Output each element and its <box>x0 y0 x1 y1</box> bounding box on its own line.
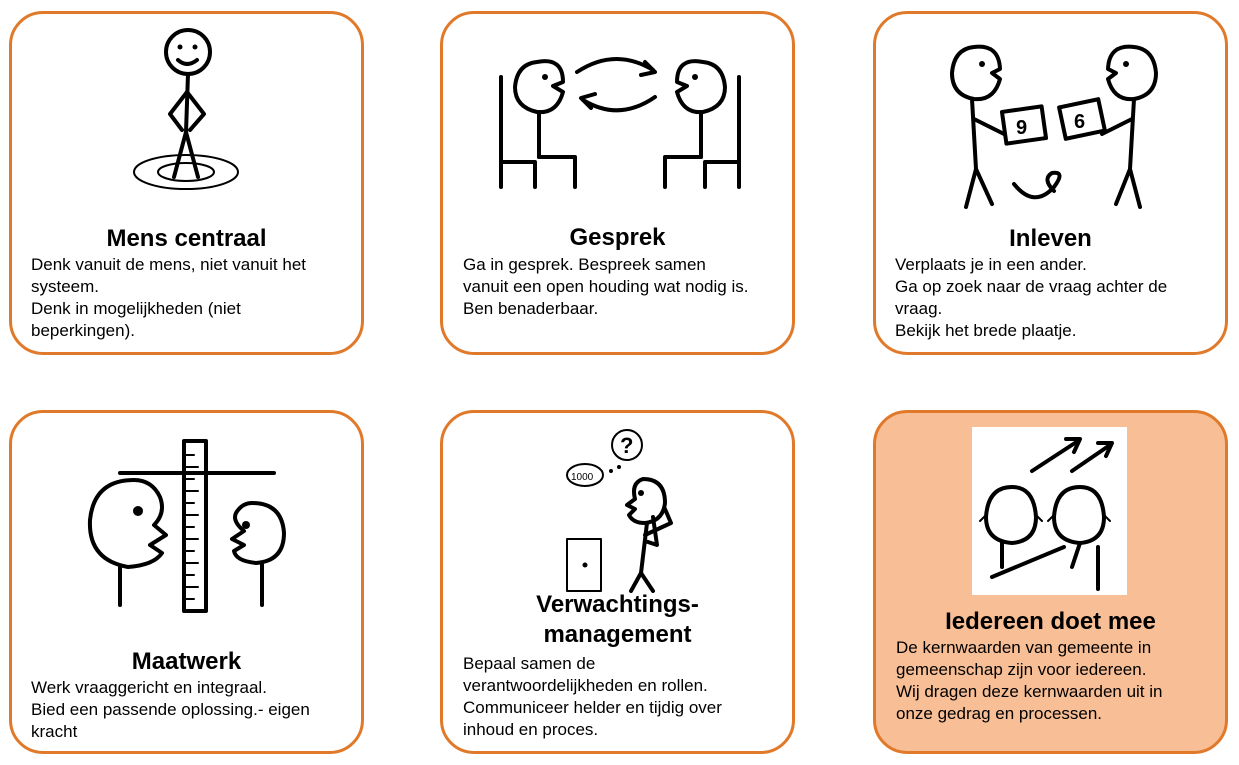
card-verwachtingsmanagement <box>440 410 795 754</box>
card-inleven <box>873 11 1228 355</box>
card-title-line-1: Verwachtings- <box>536 591 699 618</box>
card-title: Gesprek <box>569 224 666 251</box>
card-gesprek <box>440 11 795 355</box>
card-description: Ga in gesprek. Bespreek samen vanuit een open houding wat nodig is. Ben benaderbaar. <box>463 255 749 318</box>
card-description: De kernwaarden van gemeente in gemeenschap zijn voor iedereen. Wij dragen deze kernwaarden uit in onze gedrag en processen. <box>896 638 1163 723</box>
card-maatwerk <box>9 410 364 754</box>
thinking-person-icon <box>561 423 711 593</box>
perspective-icon <box>934 39 1174 214</box>
conversation-icon <box>495 42 745 192</box>
ruler-faces-icon <box>84 435 304 615</box>
card-title: Inleven <box>1009 225 1092 252</box>
card-description: Bepaal samen de verantwoordelijkheden en rollen. Communiceer helder en tijdig over inhoud en proces. <box>463 654 722 739</box>
card-description: Denk vanuit de mens, niet vanuit het systeem. Denk in mogelijkheden (niet beperkingen). <box>31 255 306 340</box>
svg-text:?: ? <box>620 433 634 458</box>
svg-text:1000: 1000 <box>571 472 594 483</box>
person-center-icon <box>130 22 250 192</box>
card-title-line-2: management <box>543 621 692 648</box>
card-title: Mens centraal <box>106 225 267 252</box>
svg-text:9: 9 <box>1016 117 1028 139</box>
svg-text:6: 6 <box>1074 111 1086 133</box>
card-description: Verplaats je in een ander. Ga op zoek naar de vraag achter de vraag. Bekijk het brede plaatje. <box>895 255 1168 340</box>
card-description: Werk vraaggericht en integraal. Bied een passende oplossing.- eigen kracht <box>31 678 310 741</box>
together-forward-icon <box>972 427 1127 595</box>
card-title: Iedereen doet mee <box>945 608 1156 635</box>
card-iedereen-doet-mee <box>873 410 1228 754</box>
card-mens-centraal <box>9 11 364 355</box>
card-title: Maatwerk <box>131 648 242 675</box>
